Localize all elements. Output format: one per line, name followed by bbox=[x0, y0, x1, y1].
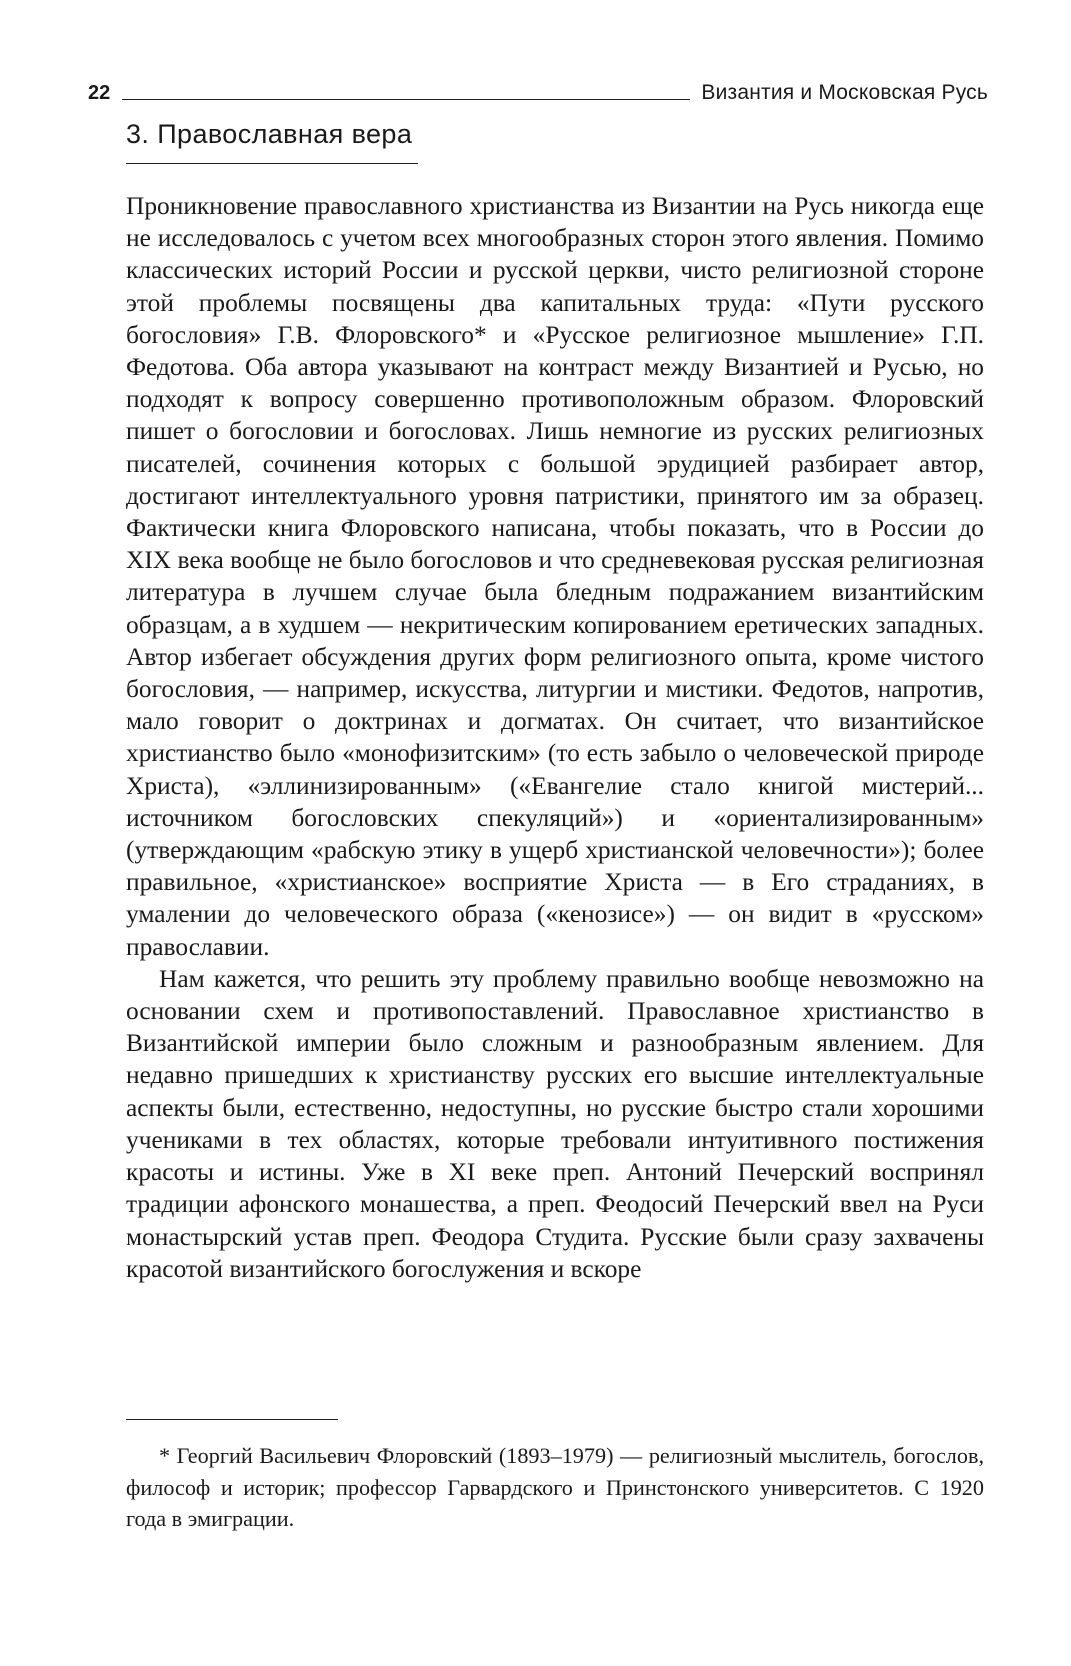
footnote-rule bbox=[126, 1419, 338, 1420]
page-number: 22 bbox=[88, 82, 111, 104]
footnote: * Георгий Васильевич Флоровский (1893–1979) — религиозный мыслитель, богослов, философ и историк; профессор Гарвардского и Принстонского университетов. С 1920 года в эмиграции. bbox=[126, 1443, 984, 1531]
paragraph-2: Нам кажется, что решить эту проблему правильно вообще невозможно на основании схем и противопоставлений. Православное христианство в Византийской империи было сложным и разнообразным явлением. Для недавно пришедших к христианству русских его высшие интеллектуальные аспекты были, естественно, недоступны, но русские быстро стали хорошими учениками в тех областях, которые требовали интуитивного постижения красоты и истины. Уже в XI веке преп. Антоний Печерский воспринял традиции афонского монашества, а преп. Феодосий Печерский ввел на Руси монастырский устав преп. Феодора Студита. Русские были сразу захвачены красотой византийского богослужения и вскоре bbox=[126, 964, 984, 1283]
section-title: 3. Православная вера bbox=[126, 119, 413, 149]
header-rule bbox=[122, 99, 690, 100]
paragraph-1: Проникновение православного христианства из Византии на Русь никогда еще не исследовалось с учетом всех многообразных сторон этого явления. Помимо классических историй России и русской церкви, чисто религиозной стороне этой проблемы посвящены два капитальных труда: «Пути русского богословия» Г.В. Флоровского* и «Русское религиозное мышление» Г.П. Федотова. Оба автора указывают на контраст между Византией и Русью, но подходят к вопросу совершенно противоположным образом. Флоровский пишет о богословии и богословах. Лишь немногие из русских религиозных писателей, сочинения которых с большой эрудицией разбирает автор, достигают интеллектуального уровня патристики, принятого им за образец. Фактически книга Флоровского написана, чтобы показать, что в России до XIX века вообще не было богословов и что средневековая русская религиозная литература в лучшем случае была бледным подражанием византийским образцам, а в худшем — некритическим копированием еретических западных. Автор избегает обсуждения других форм религиозного опыта, кроме чистого богословия, — например, искусства, литургии и мистики. Федотов, напротив, мало говорит о доктринах и догматах. Он считает, что византийское христианство было «монофизитским» (то есть забыло о человеческой природе Христа), «эллинизированным» («Евангелие стало книгой мистерий... источником богословских спекуляций») и «ориентализированным» (утверждающим «рабскую этику в ущерб христианской человечности»); более правильное, «христианское» восприятие Христа — в Его страданиях, в умалении до человеческого образа («кенозисе») — он видит в «русском» православии. bbox=[126, 192, 984, 961]
section-title-rule bbox=[126, 163, 418, 164]
running-header bbox=[88, 78, 988, 108]
main-text bbox=[126, 190, 984, 1285]
running-title: Византия и Московская Русь bbox=[701, 81, 988, 104]
